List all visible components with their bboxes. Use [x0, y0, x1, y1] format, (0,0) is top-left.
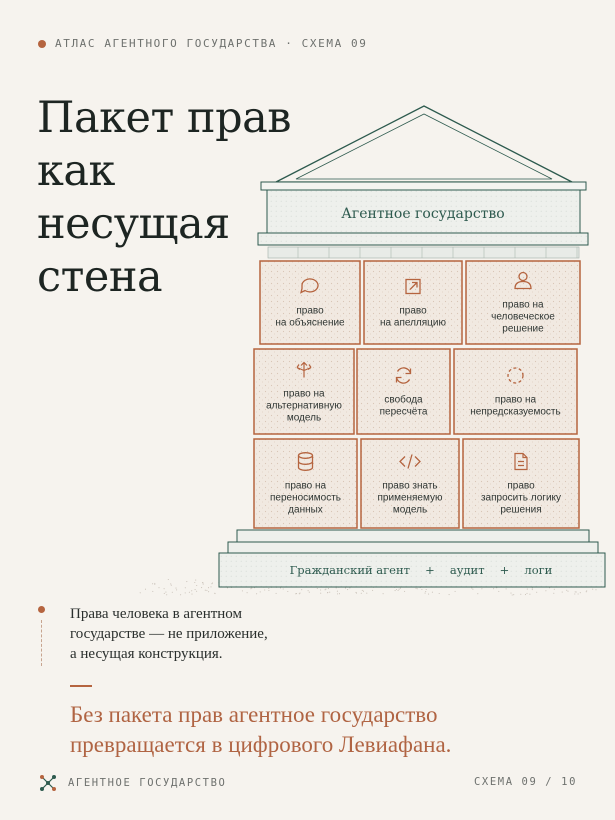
conclusion-line: Без пакета прав агентное государство: [70, 702, 438, 727]
conclusion-line: превращается в цифрового Левиафана.: [70, 732, 452, 757]
frieze-bricks: [268, 247, 579, 258]
block-label-line: на объяснение: [275, 317, 345, 329]
block-frame: [454, 349, 577, 434]
block-label-line: человеческое: [491, 311, 555, 323]
right-block: [364, 261, 462, 344]
block-label-line: переносимость: [270, 492, 341, 504]
block-label-line: решение: [502, 323, 544, 335]
note-line: Права человека в агентном: [70, 606, 243, 622]
block-label-line: на апелляцию: [380, 317, 446, 329]
accent-rule: [70, 685, 92, 687]
block-label-line: применяемую: [377, 492, 443, 504]
block-label-line: право на: [284, 480, 327, 492]
right-block: [254, 349, 354, 434]
base-step-middle: [228, 542, 598, 553]
note-text: [70, 604, 330, 664]
footer-left-text: АГЕНТНОЕ ГОСУДАРСТВО: [68, 777, 227, 789]
pediment-outer: [276, 106, 572, 182]
footer-right-text: СХЕМА 09 / 10: [474, 776, 577, 788]
right-block: [466, 261, 580, 344]
block-frame: [364, 261, 462, 344]
block-label-line: данных: [288, 504, 323, 516]
block-label-line: альтернативную: [266, 400, 342, 412]
block-label-line: право на: [283, 388, 325, 400]
right-blocks-wall: [254, 261, 580, 528]
right-block: [260, 261, 360, 344]
right-block: [357, 349, 450, 434]
right-block: [454, 349, 577, 434]
network-nodes-icon: [38, 773, 58, 793]
note-line: а несущая конструкция.: [70, 646, 223, 662]
header-text: АТЛАС АГЕНТНОГО ГОСУДАРСТВА · СХЕМА 09: [55, 37, 368, 50]
block-label-line: право на: [494, 394, 537, 406]
title-line: несущая: [37, 199, 230, 249]
conclusion: [70, 700, 590, 760]
base-item-agent: Гражданский агент: [289, 563, 411, 577]
right-block: [254, 439, 357, 528]
block-frame: [260, 261, 360, 344]
block-label-line: решения: [500, 504, 542, 516]
block-frame: [357, 349, 450, 434]
block-label-line: модель: [286, 412, 322, 424]
pediment-inner: [296, 114, 552, 179]
title-line: Пакет прав: [37, 93, 291, 143]
block-label-line: пересчёта: [379, 406, 428, 418]
block-label-line: запросить логику: [480, 492, 562, 504]
block-label-line: право: [507, 480, 535, 492]
architrave: [258, 233, 588, 245]
right-block: [463, 439, 579, 528]
base-item-logs: логи: [524, 563, 553, 577]
base-plus: +: [499, 563, 510, 577]
block-label-line: право на: [502, 299, 544, 311]
cornice: [261, 182, 586, 190]
base-item-audit: аудит: [449, 563, 485, 577]
note-line: государстве — не приложение,: [70, 626, 268, 642]
title-line: как: [37, 146, 115, 196]
right-block: [361, 439, 459, 528]
block-label-line: модель: [392, 504, 428, 516]
block-label-line: право: [399, 305, 427, 317]
block-label-line: право знать: [382, 480, 438, 492]
title-line: стена: [37, 252, 163, 302]
note-dashed-line: [41, 620, 42, 666]
roof-label: Агентное государство: [341, 206, 505, 222]
block-label-line: непредсказуемость: [470, 406, 561, 418]
base-step-top: [237, 530, 589, 542]
block-label-line: право: [296, 305, 324, 317]
note-dot: [38, 606, 45, 613]
footer-left: [38, 773, 226, 793]
base-plus: +: [425, 563, 435, 577]
block-label-line: свобода: [384, 394, 423, 406]
